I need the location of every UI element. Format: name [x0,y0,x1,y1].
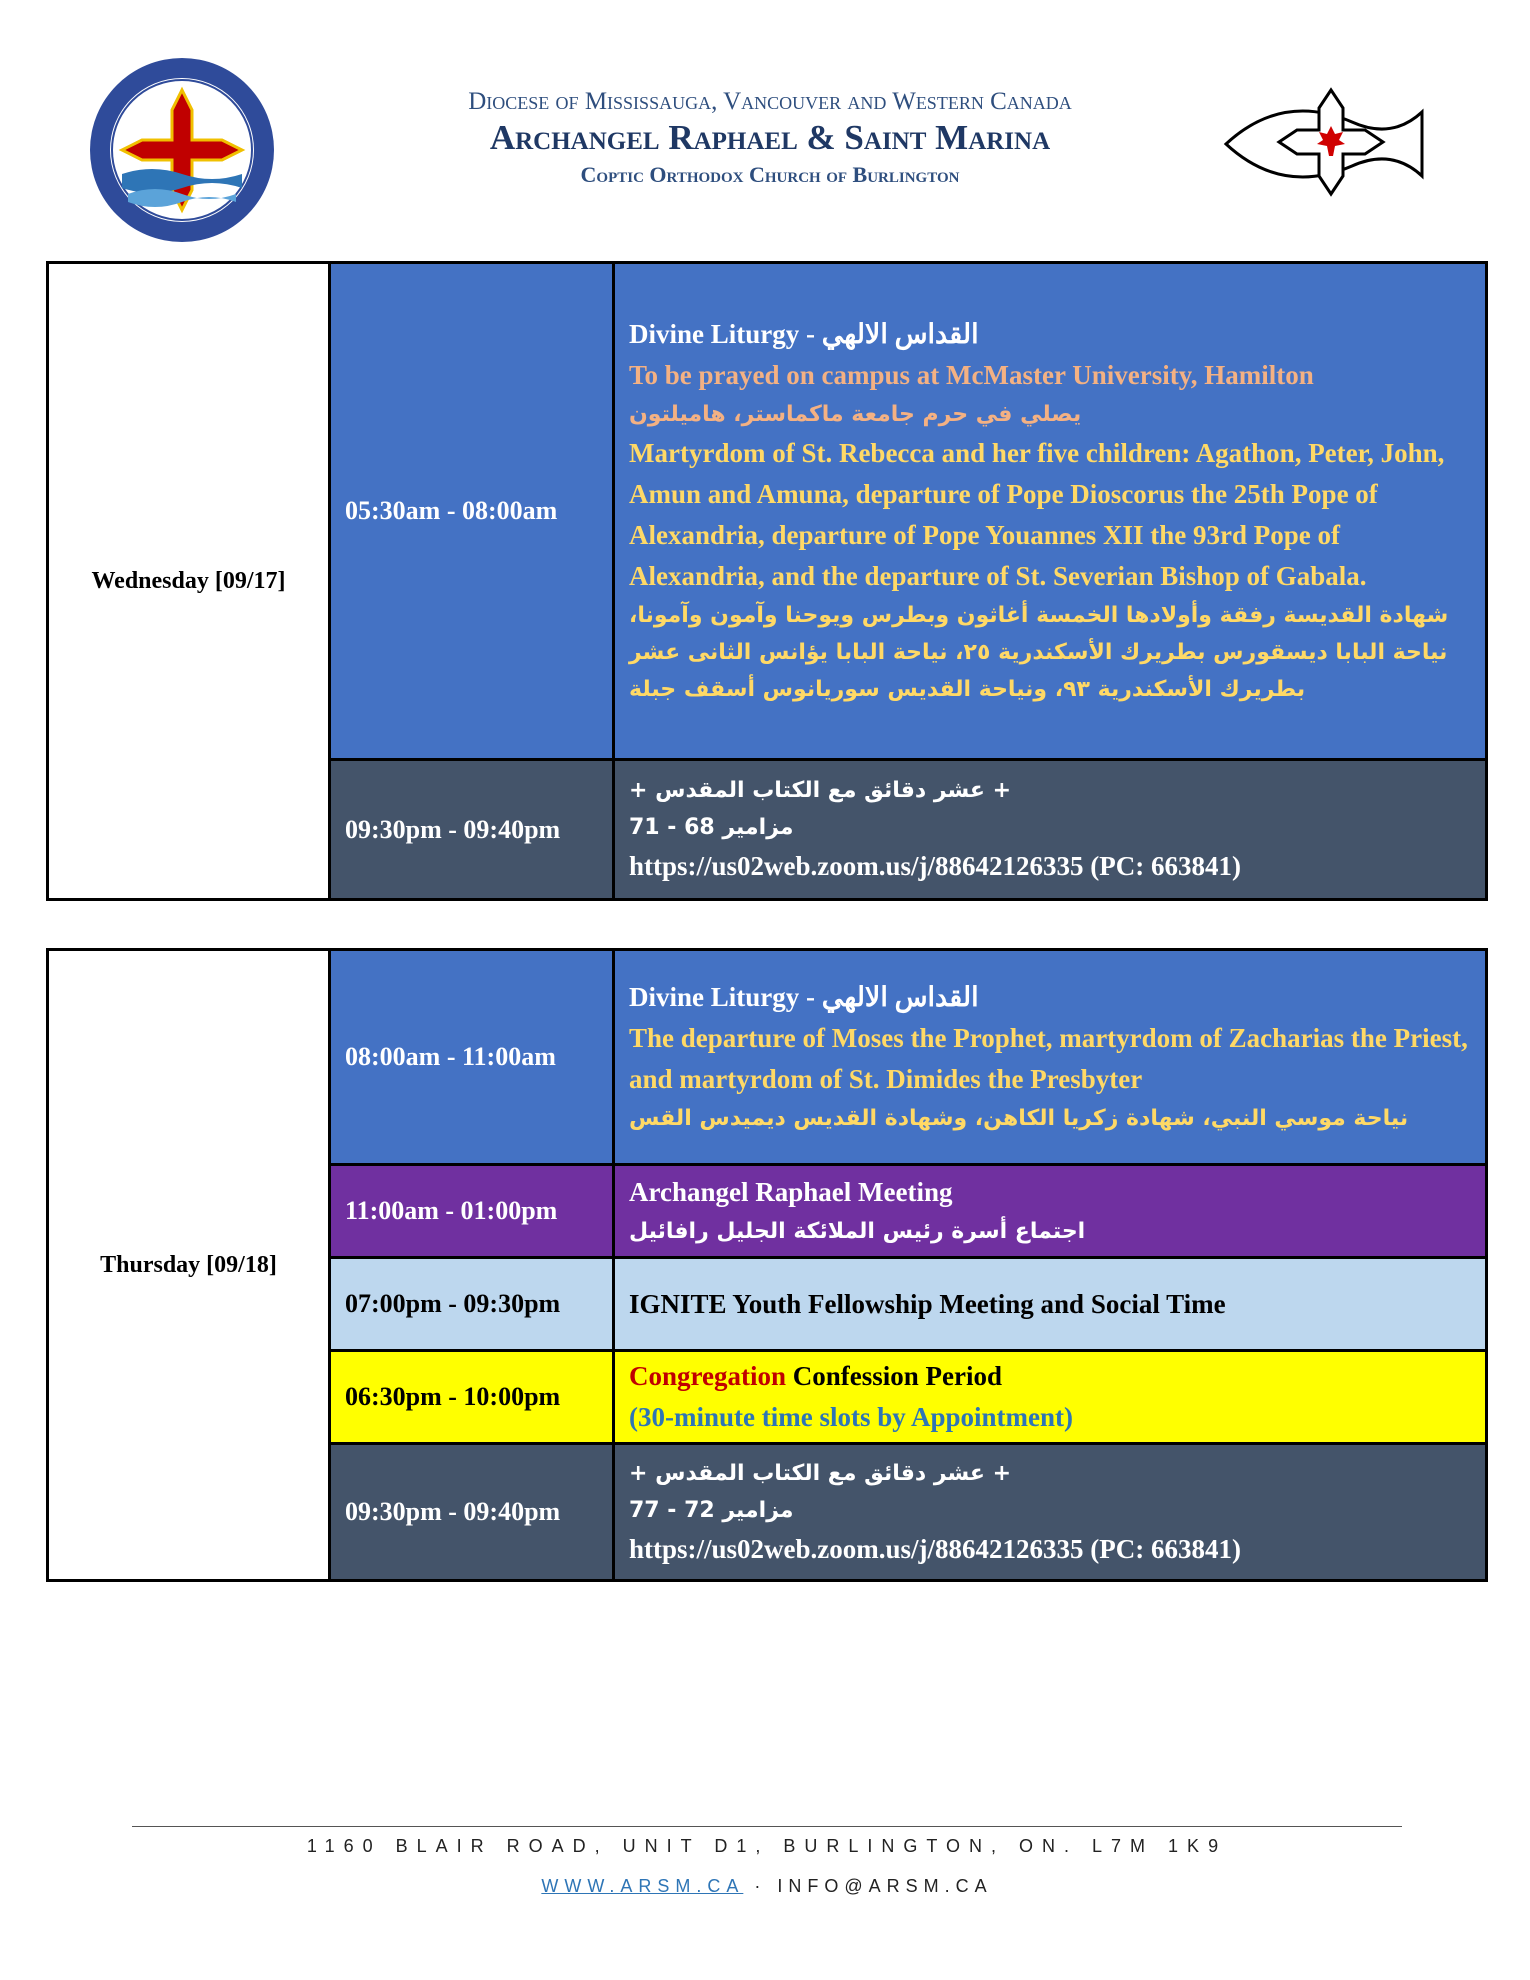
event-location-note-arabic: يصلي في حرم جامعة ماكماستر، هاميلتون [629,402,1082,427]
event-commemoration: The departure of Moses the Prophet, martyrdom of Zacharias the Priest, and martyrdom of St. Dimides the Presbyter [629,1023,1468,1094]
bible-reading-psalms: مزامير 72 - 77 [629,1497,794,1523]
event-title: Divine Liturgy - القداس الالهي [629,982,979,1012]
time-slot: 09:30pm - 09:40pm [330,760,614,900]
event-description [614,1165,1487,1258]
diocese-fish-cross-logo [1222,82,1440,204]
time-slot: 08:00am - 11:00am [330,950,614,1165]
schedule-table-thursday [46,948,1488,1582]
event-title: Confession Period [786,1361,1003,1391]
time-slot: 11:00am - 01:00pm [330,1165,614,1258]
event-title-arabic: اجتماع أسرة رئيس الملائكة الجليل رافائيل [629,1219,1086,1244]
event-description [614,760,1487,900]
event-commemoration-arabic-1: شهادة القديسة رفقة وأولادها الخمسة أغاثون وبطرس ويوحنا وآمون وآمونا، [629,603,1449,628]
event-location-note: To be prayed on campus at McMaster University, Hamilton [629,360,1314,390]
table-row [48,950,1487,1165]
event-description [614,1351,1487,1444]
time-slot: 07:00pm - 09:30pm [330,1258,614,1351]
diocese-seal-logo [88,56,276,244]
bible-reading-psalms: مزامير 68 - 71 [629,815,794,840]
event-title-highlight: Congregation [629,1361,787,1391]
website-link[interactable]: WWW.ARSM.CA [541,1876,744,1896]
event-commemoration-arabic-2: نياحة البابا ديسقورس بطريرك الأسكندرية ٢٥، نياحة البابا يؤانس الثانى عشر [629,640,1448,665]
footer-divider [132,1826,1402,1827]
event-description [614,1444,1487,1581]
time-slot: 09:30pm - 09:40pm [330,1444,614,1581]
event-title: IGNITE Youth Fellowship Meeting and Social Time [614,1258,1487,1351]
church-name: Archangel Raphael & Saint Marina [489,118,1051,157]
day-label: Thursday [09/18] [48,950,330,1581]
event-subtitle: (30-minute time slots by Appointment) [629,1402,1073,1432]
footer-separator: · [754,1876,767,1896]
zoom-link[interactable]: https://us02web.zoom.us/j/88642126335 (PC: 663841) [629,1533,1241,1564]
zoom-link[interactable]: https://us02web.zoom.us/j/88642126335 (PC: 663841) [629,851,1241,881]
day-label: Wednesday [09/17] [48,263,330,900]
bible-reading-title: + عشر دقائق مع الكتاب المقدس + [629,778,1012,803]
event-commemoration-arabic-3: بطريرك الأسكندرية ٩٣، ونياحة القديس سوريانوس أسقف جبلة [629,677,1306,702]
email-link[interactable]: INFO@ARSM.CA [777,1876,993,1896]
event-description [614,950,1487,1165]
time-slot: 06:30pm - 10:00pm [330,1351,614,1444]
diocese-title: Diocese of Mississauga, Vancouver and Western Canada [468,88,1072,115]
church-subtitle: Coptic Orthodox Church of Burlington [580,162,960,187]
time-slot: 05:30am - 08:00am [330,263,614,760]
bible-reading-title: + عشر دقائق مع الكتاب المقدس + [629,1460,1012,1486]
event-title: Archangel Raphael Meeting [629,1177,953,1207]
schedule-table-wednesday [46,261,1488,901]
table-row [48,263,1487,760]
event-description [614,263,1487,760]
footer-contact [132,1876,1402,1897]
event-commemoration: Martyrdom of St. Rebecca and her five children: Agathon, Peter, John, Amun and Amuna, departure of Pope Dioscorus the 25th Pope of Alexandria, departure of Pope Youannes XII the 93rd Pope of Alexandria, and the departure of St. Severian Bishop of Gabala. [629,438,1445,591]
event-commemoration-arabic: نياحة موسي النبي، شهادة زكريا الكاهن، وشهادة القديس ديميدس القس [629,1106,1409,1131]
footer-address: 1160 BLAIR ROAD, UNIT D1, BURLINGTON, ON. L7M 1K9 [306,1836,1228,1856]
event-title: Divine Liturgy - القداس الالهي [629,319,979,349]
